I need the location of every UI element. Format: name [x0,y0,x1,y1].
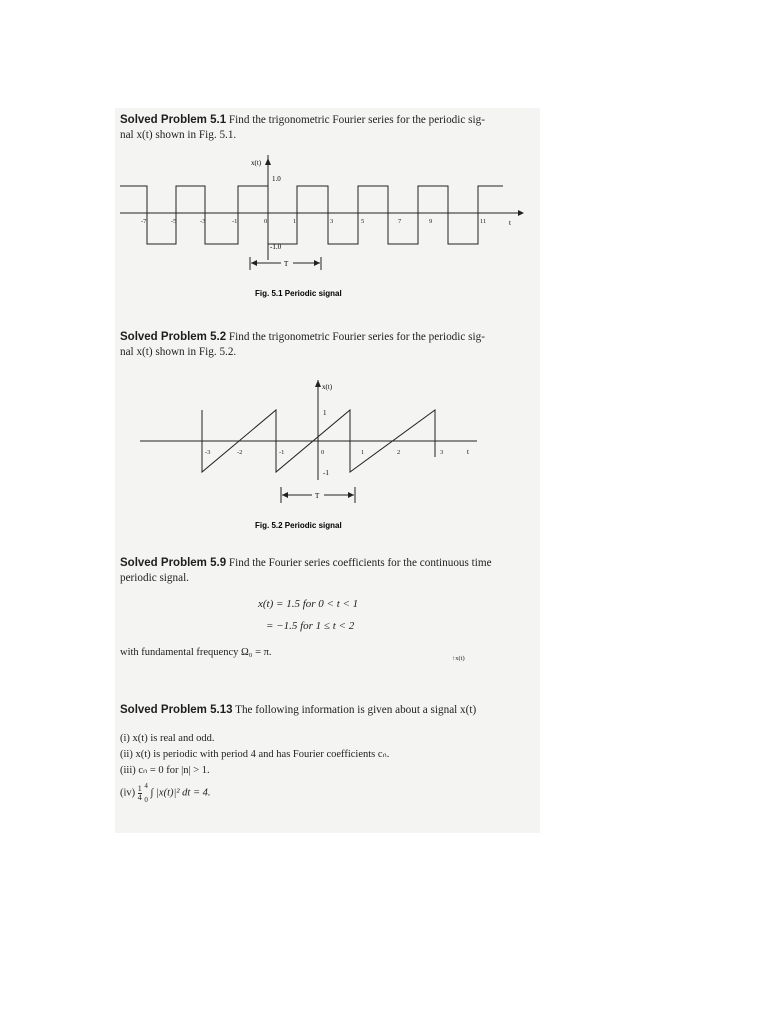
problem-text-continued: nal x(t) shown in Fig. 5.1. [120,129,237,141]
tick-label: 3 [330,218,334,225]
lower-limit: 0 [144,796,148,804]
x-axis-arrow-icon [265,158,271,165]
frequency-note: with fundamental frequency Ω₀ = π. [120,647,272,658]
tick-label: -1 [279,449,285,456]
high-level-label: 1.0 [272,175,281,183]
right-arrow-icon [314,260,320,266]
period-label: T [315,492,320,500]
fraction-numerator: 1 [137,783,142,793]
problem-text: The following information is given about a signal x(t) [235,704,477,716]
problem-title: Solved Problem 5.1 [120,114,227,126]
tick-label: -3 [205,449,211,456]
problem-title: Solved Problem 5.13 [120,704,233,716]
tick-label: 7 [398,218,402,225]
stray-label: ↑x(t) [452,655,465,662]
equation-line-2: = −1.5 for 1 ≤ t < 2 [266,620,355,632]
item-number: (iv) [120,787,136,799]
problem-text-continued: periodic signal. [120,572,189,584]
tick-label: 1 [361,449,365,456]
integral-limits [144,782,148,804]
tick-label: -1 [232,218,238,225]
equation-line-1: x(t) = 1.5 for 0 < t < 1 [258,598,359,610]
problem-text: Find the Fourier series coefficients for the continuous time [228,557,492,569]
tick-label: -3 [200,218,206,225]
high-level-label: 1 [323,409,327,417]
problem-text: Find the trigonometric Fourier series for the periodic sig- [228,331,485,343]
tick-label: 5 [361,218,365,225]
list-item: (ii) x(t) is periodic with period 4 and has Fourier coefficients cₙ. [120,749,390,760]
tick-label: 9 [429,218,433,225]
tick-label: -5 [171,218,177,225]
low-level-label: -1.0 [270,243,282,251]
problem-text: Find the trigonometric Fourier series for the periodic sig- [228,114,485,126]
right-arrow-icon [348,492,354,498]
fraction-denominator: 4 [137,792,142,802]
left-arrow-icon [251,260,257,266]
problem-text-continued: nal x(t) shown in Fig. 5.2. [120,346,237,358]
tick-label: 2 [397,449,401,456]
problem-5-9 [120,556,530,586]
problem-5-2 [120,330,530,360]
left-arrow-icon [282,492,288,498]
figure-5-2 [115,375,540,540]
x-axis-label: x(t) [322,383,333,391]
fraction [138,785,142,802]
tick-label: 0 [264,218,268,225]
t-axis-label: t [509,219,511,227]
conditions-list [120,731,389,804]
tick-label: 11 [480,218,487,225]
t-axis-arrow-icon [518,210,524,216]
period-label: T [284,260,289,268]
tick-label: -2 [237,449,243,456]
tick-label: -7 [141,218,147,225]
tick-label: 0 [321,449,325,456]
problem-5-13 [120,703,530,718]
tick-label: 3 [440,449,444,456]
low-level-label: -1 [323,469,329,477]
tick-label: 1 [293,218,297,225]
integral-expression: ∫ |x(t)|² dt = 4. [150,787,211,799]
list-item: (i) x(t) is real and odd. [120,733,215,744]
figure-5-1 [115,155,540,305]
x-axis-label: x(t) [251,159,262,167]
upper-limit: 4 [144,782,148,790]
problem-5-1 [120,113,530,143]
list-item: (iii) cₙ = 0 for |n| > 1. [120,765,210,776]
t-axis-label: t [467,448,469,456]
problem-title: Solved Problem 5.2 [120,331,227,343]
square-wave [120,186,503,244]
figure-caption: Fig. 5.2 Periodic signal [255,521,342,530]
figure-caption: Fig. 5.1 Periodic signal [255,289,342,298]
list-item [120,782,389,804]
problem-title: Solved Problem 5.9 [120,557,227,569]
x-axis-arrow-icon [315,380,321,387]
